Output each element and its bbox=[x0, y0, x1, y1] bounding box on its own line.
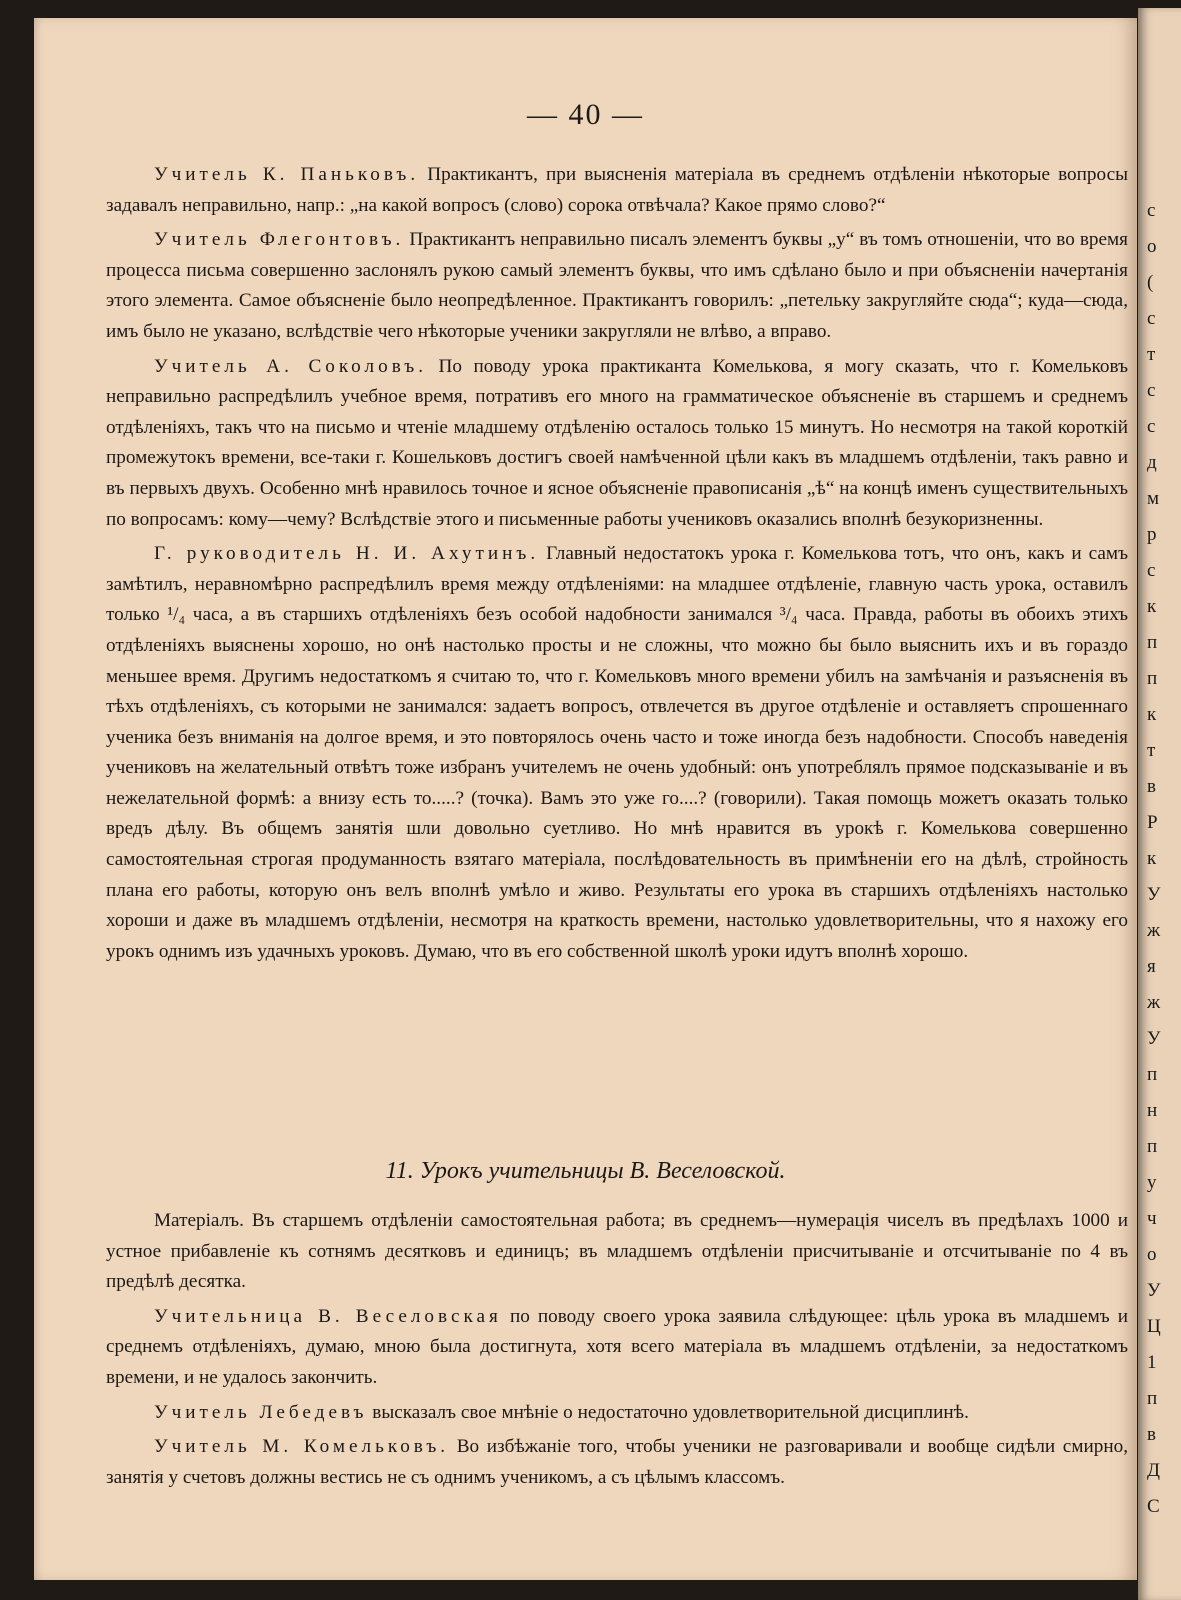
adjacent-page-fragment: с bbox=[1147, 308, 1156, 329]
adjacent-page-fragment: ж bbox=[1147, 920, 1161, 941]
adjacent-page-fragment: ( bbox=[1147, 272, 1154, 293]
speaker-name: Учитель Лебедевъ bbox=[154, 1401, 368, 1423]
speaker-name: Учитель Флегонтовъ. bbox=[154, 229, 405, 251]
section-heading: 11. Урокъ учительницы В. Веселовской. bbox=[385, 1158, 786, 1184]
paragraph-text: Практикантъ неправильно писалъ элементъ буквы „у“ въ томъ отношеніи, что во время процесса письма совершенно заслонялъ рукою самый элементъ буквы, что имъ сдѣлано было и при объясненіи начертанія этого элемента. Самое объясненіе было неопредѣленное. Практикантъ говорилъ: „петельку закругляйте сюда“; куда—сюда, имъ было не указано, вслѣдствіе чего нѣкоторые ученики закругляли не влѣво, а вправо. bbox=[106, 229, 1128, 342]
page-number: — 40 — bbox=[527, 98, 644, 131]
adjacent-page-fragment: Д bbox=[1147, 1460, 1160, 1481]
adjacent-page-fragment: в bbox=[1147, 776, 1156, 797]
adjacent-page-fragment: п bbox=[1147, 1388, 1158, 1409]
paragraph-sokolov bbox=[106, 352, 1128, 536]
paragraph-text: Во избѣжаніе того, чтобы ученики не разговаривали и вообще сидѣли смирно, занятія у счетовъ должны вестись не съ однимъ ученикомъ, а съ цѣлымъ классомъ. bbox=[106, 1436, 1128, 1488]
adjacent-page-fragment: у bbox=[1147, 1172, 1157, 1193]
adjacent-page-fragment: д bbox=[1147, 452, 1157, 473]
text-block-discussion bbox=[106, 160, 1128, 967]
adjacent-page-fragment: т bbox=[1147, 740, 1156, 761]
paragraph-komelkov bbox=[106, 1432, 1128, 1493]
paragraph-text: Главный недостатокъ урока г. Комелькова тотъ, что онъ, какъ и самъ замѣтилъ, неравномѣрно распредѣлилъ время между отдѣленіями: на младшее отдѣленіе, главную часть урока, оставилъ только ¹/₄ часа, а въ старшихъ отдѣленіяхъ безъ особой надобности занимался ³/₄ часа. Правда, работы въ обоихъ этихъ отдѣленіяхъ выяснены хорошо, но онѣ настолько просты и не сложны, что можно бы было выяснить ихъ и въ гораздо меньшее время. Другимъ недостаткомъ я считаю то, что г. Комельковъ много времени убилъ на замѣчанія и разъясненія въ тѣхъ отдѣленіяхъ, съ которыми не занимался: задаетъ вопросъ, отвлечется въ другое отдѣленіе и оставляетъ спрошеннаго ученика безъ вниманія на долгое время, и это повторялось очень часто и тоже иногда безъ надобности. Способъ наведенія учениковъ на желательный отвѣтъ тоже избранъ учителемъ не очень удобный: онъ употреблялъ прямое подсказываніе и въ нежелательной формѣ: а внизу есть то.....? (точка). Вамъ это уже го....? (говорили). Такая помощь можетъ оказать только вредъ дѣлу. Въ общемъ занятія шли довольно суетливо. Но мнѣ нравится въ урокѣ г. Комелькова совершенно самостоятельная строгая продуманность взятаго матеріала, послѣдовательность въ примѣненіи его на дѣлѣ, стройность плана его работы, которую онъ велъ вполнѣ умѣло и живо. Результаты его урока въ старшихъ отдѣленіяхъ настолько хороши и даже въ младшемъ отдѣленіи, несмотря на краткость времени, настолько удовлетворительны, что я нахожу его урокъ однимъ изъ удачныхъ уроковъ. Думаю, что въ его собственной школѣ уроки идутъ вполнѣ хорошо. bbox=[106, 543, 1128, 962]
adjacent-page-fragment: к bbox=[1147, 704, 1157, 725]
adjacent-page-fragment: У bbox=[1147, 884, 1161, 905]
adjacent-page-fragment: ч bbox=[1147, 1208, 1157, 1229]
speaker-name: Учитель К. Паньковъ. bbox=[154, 164, 420, 185]
text-block-lesson-11 bbox=[106, 1206, 1128, 1493]
speaker-name: Г. руководитель Н. И. Ахутинъ. bbox=[154, 543, 540, 565]
adjacent-page-fragment: ж bbox=[1147, 992, 1161, 1013]
adjacent-page-fragment: м bbox=[1147, 488, 1160, 509]
adjacent-page-fragment: Ц bbox=[1147, 1316, 1161, 1337]
paragraph-text: По поводу урока практиканта Комелькова, я могу сказать, что г. Комельковъ неправильно распредѣлилъ учебное время, потративъ его много на грамматическое объясненіе въ старшемъ и среднемъ отдѣленіяхъ, такъ что на письмо и чтеніе младшему отдѣленію осталось только 15 минутъ. Но несмотря на такой короткій промежутокъ времени, все-таки г. Кошельковъ достигъ своей намѣченной цѣли какъ въ младшемъ отдѣленіи, такъ равно и въ первыхъ двухъ. Особенно мнѣ нравилось точное и ясное объясненіе правописанія „ѣ“ на концѣ именъ существительныхъ по вопросамъ: кому—чему? Вслѣдствіе этого и письменные работы учениковъ оказались вполнѣ безукоризненны. bbox=[106, 355, 1128, 530]
adjacent-page-fragment: р bbox=[1147, 524, 1157, 545]
adjacent-page-fragment: с bbox=[1147, 200, 1156, 221]
paragraph-veselovskaya bbox=[106, 1302, 1128, 1394]
adjacent-page-fragment: с bbox=[1147, 380, 1156, 401]
speaker-name: Учитель М. Комельковъ. bbox=[154, 1436, 450, 1458]
paragraph-text: по поводу своего урока заявила слѣдующее: цѣль урока въ младшемъ и среднемъ отдѣленіяхъ, думаю, мною была достигнута, хотя всего матеріала въ младшемъ отдѣленіи, за недостаткомъ времени, и не удалось закончить. bbox=[106, 1305, 1129, 1388]
speaker-name: Учитель А. Соколовъ. bbox=[154, 355, 427, 377]
adjacent-page-fragment: Р bbox=[1147, 812, 1158, 833]
adjacent-page-fragment: в bbox=[1147, 1424, 1156, 1445]
adjacent-page-fragment: я bbox=[1147, 956, 1156, 977]
paragraph-material bbox=[106, 1206, 1128, 1298]
adjacent-page-fragment: У bbox=[1147, 1028, 1161, 1049]
adjacent-page-fragment: к bbox=[1147, 596, 1157, 617]
adjacent-page-fragment: с bbox=[1147, 560, 1156, 581]
adjacent-page-fragment: п bbox=[1147, 1136, 1158, 1157]
adjacent-page-fragment: к bbox=[1147, 848, 1157, 869]
adjacent-page-fragment: н bbox=[1147, 1100, 1158, 1121]
adjacent-page-fragment: 1 bbox=[1147, 1352, 1157, 1373]
adjacent-page-fragment: о bbox=[1147, 1244, 1157, 1265]
paragraph-akhutin bbox=[106, 539, 1128, 967]
adjacent-page-fragment: п bbox=[1147, 668, 1158, 689]
adjacent-page-fragment: о bbox=[1147, 236, 1157, 257]
speaker-name: Учительница В. Веселовская bbox=[154, 1305, 502, 1327]
adjacent-page-fragment: с bbox=[1147, 416, 1156, 437]
paragraph-text: Практикантъ, при выясненія матеріала въ среднемъ отдѣленіи нѣкоторые вопросы задавалъ неправильно, напр.: „на какой вопросъ (слово) сорока отвѣчала? Какое прямо слово?“ bbox=[106, 164, 1128, 216]
paragraph-text: высказалъ свое мнѣніе о недостаточно удовлетворительной дисциплинѣ. bbox=[367, 1401, 969, 1423]
adjacent-page-fragment: т bbox=[1147, 344, 1156, 365]
paragraph-lebedev bbox=[106, 1398, 1128, 1429]
adjacent-page-fragment: п bbox=[1147, 1064, 1158, 1085]
paragraph-flegontov bbox=[106, 225, 1128, 347]
adjacent-page-fragment: У bbox=[1147, 1280, 1161, 1301]
paragraph-pankov bbox=[106, 160, 1128, 221]
book-page bbox=[34, 18, 1137, 1580]
adjacent-page-fragment: С bbox=[1147, 1496, 1160, 1517]
adjacent-page-fragment: п bbox=[1147, 632, 1158, 653]
paragraph-text: Матеріалъ. Въ старшемъ отдѣленіи самостоятельная работа; въ среднемъ—нумерація чиселъ въ предѣлахъ 1000 и устное прибавленіе къ сотнямъ десятковъ и единицъ; въ младшемъ отдѣленіи присчитываніе и отсчитываніе по 4 въ предѣлѣ десятка. bbox=[106, 1210, 1128, 1293]
